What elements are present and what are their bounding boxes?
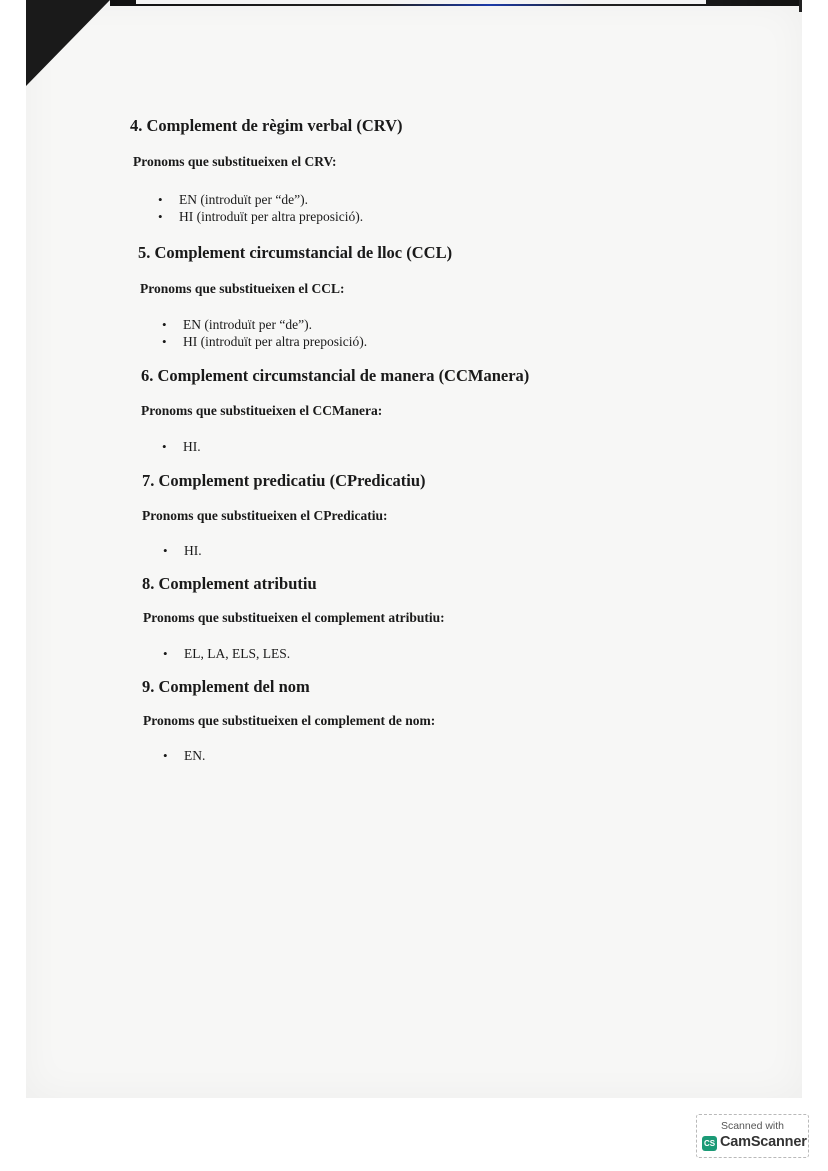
list-item-text: HI (introduït per altra preposició). xyxy=(183,334,368,349)
list-item-text: EL, LA, ELS, LES. xyxy=(184,646,291,661)
list-item xyxy=(163,645,290,662)
section-subheading: Pronoms que substitueixen el CCManera: xyxy=(141,403,383,418)
section-heading: 8. Complement atributiu xyxy=(142,574,317,593)
section-ccl-list xyxy=(162,316,367,350)
section-crv xyxy=(130,116,403,136)
list-item xyxy=(162,316,367,333)
section-ccmanera-list xyxy=(162,438,201,455)
section-cpredicatiu-list xyxy=(163,542,202,559)
bullet-icon: • xyxy=(163,646,168,661)
section-cpredicatiu-subheading xyxy=(142,508,388,524)
top-edge-highlight xyxy=(136,0,706,4)
camscanner-name: CamScanner xyxy=(720,1134,807,1150)
section-ccl-subheading xyxy=(140,281,345,297)
section-heading: 9. Complement del nom xyxy=(142,677,310,696)
list-item-text: HI. xyxy=(184,543,202,558)
list-item-text: EN. xyxy=(184,748,206,763)
section-ccmanera-subheading xyxy=(141,403,382,419)
section-subheading: Pronoms que substitueixen el CCL: xyxy=(140,281,345,296)
bullet-icon: • xyxy=(158,209,163,224)
list-item-text: EN (introduït per “de”). xyxy=(179,192,308,207)
list-item xyxy=(158,208,363,225)
right-edge-mark xyxy=(799,0,802,12)
list-item xyxy=(163,747,205,764)
list-item xyxy=(163,542,202,559)
bullet-icon: • xyxy=(158,192,163,207)
list-item xyxy=(158,191,363,208)
scanned-with-label: Scanned with xyxy=(720,1120,785,1132)
bullet-icon: • xyxy=(163,748,168,763)
section-cpredicatiu xyxy=(142,471,426,491)
list-item-text: HI (introduït per altra preposició). xyxy=(179,209,364,224)
list-item xyxy=(162,438,201,455)
section-crv-subheading xyxy=(133,154,337,170)
section-subheading: Pronoms que substitueixen el CRV: xyxy=(133,154,337,169)
list-item xyxy=(162,333,367,350)
section-atributiu-list xyxy=(163,645,290,662)
section-atributiu xyxy=(142,574,317,594)
list-item-text: HI. xyxy=(183,439,201,454)
bullet-icon: • xyxy=(162,317,167,332)
section-nom-list xyxy=(163,747,205,764)
section-heading: 7. Complement predicatiu (CPredicatiu) xyxy=(142,471,426,490)
section-heading: 5. Complement circumstancial de lloc (CCL) xyxy=(138,243,453,262)
section-subheading: Pronoms que substitueixen el complement de nom: xyxy=(143,713,436,728)
section-subheading: Pronoms que substitueixen el CPredicatiu: xyxy=(142,508,388,523)
section-ccl xyxy=(138,243,452,263)
section-heading: 4. Complement de règim verbal (CRV) xyxy=(130,116,403,135)
bullet-icon: • xyxy=(162,439,167,454)
section-crv-list xyxy=(158,191,363,225)
section-ccmanera xyxy=(141,366,529,386)
bullet-icon: • xyxy=(162,334,167,349)
section-heading: 6. Complement circumstancial de manera (CCManera) xyxy=(141,366,530,385)
camscanner-watermark xyxy=(696,1114,809,1158)
bullet-icon: • xyxy=(163,543,168,558)
section-nom-subheading xyxy=(143,713,435,729)
page-corner-shadow xyxy=(26,0,110,86)
list-item-text: EN (introduït per “de”). xyxy=(183,317,312,332)
section-subheading: Pronoms que substitueixen el complement atributiu: xyxy=(143,610,445,625)
section-atributiu-subheading xyxy=(143,610,445,626)
camscanner-logo-icon: CS xyxy=(702,1136,717,1151)
section-nom xyxy=(142,677,310,697)
